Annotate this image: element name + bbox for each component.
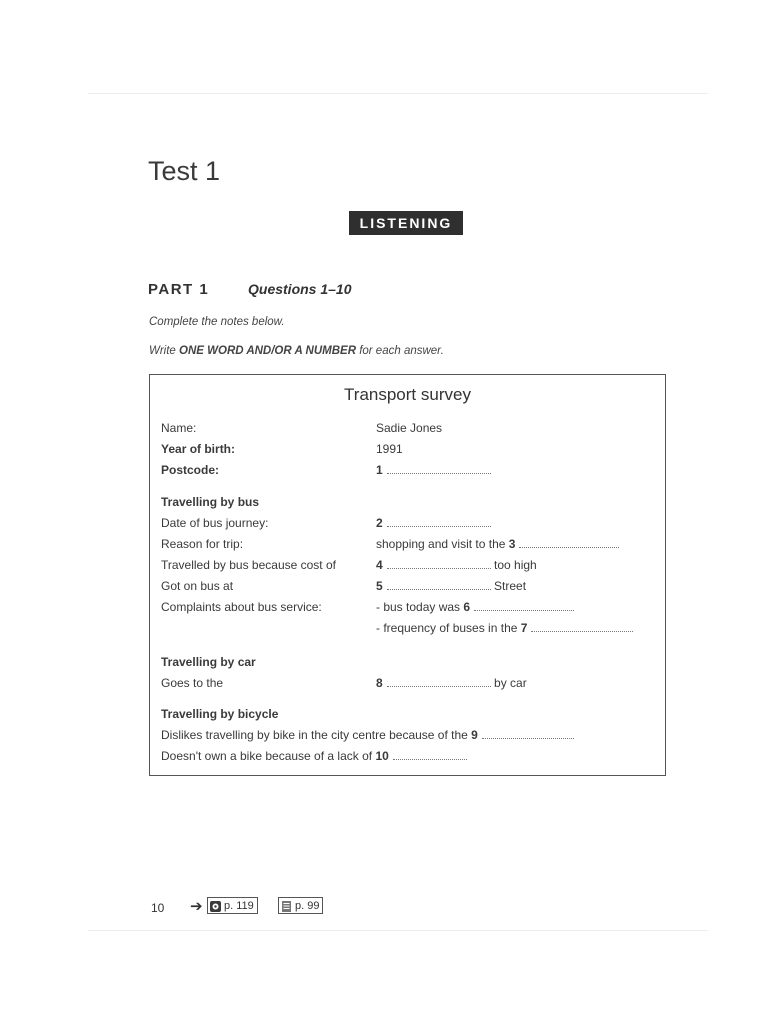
q1-answer (376, 463, 491, 477)
part-heading: PART 1 (148, 281, 210, 298)
q8-answer (376, 676, 527, 690)
instruction-write (149, 345, 444, 357)
year-label: Year of birth: (161, 442, 236, 456)
car-heading: Travelling by car (161, 655, 256, 669)
q5-number: 5 (376, 579, 383, 593)
q7-answer (376, 621, 633, 635)
q5-answer (376, 579, 526, 593)
q4-answer (376, 558, 537, 572)
q8-blank[interactable] (387, 676, 491, 687)
answer-reference-link[interactable] (278, 897, 323, 914)
audio-reference-label: p. 119 (224, 900, 254, 912)
reason-text: shopping and visit to the (376, 537, 506, 551)
bicycle-heading: Travelling by bicycle (161, 707, 279, 721)
page-number: 10 (151, 901, 165, 915)
bottom-rule (88, 930, 708, 931)
audio-disc-icon (210, 901, 221, 912)
car-suffix: by car (494, 676, 527, 690)
instruction-complete-notes: Complete the notes below. (149, 316, 285, 328)
instruction-write-prefix: Write (149, 345, 180, 357)
q2-answer (376, 516, 491, 530)
name-value: Sadie Jones (376, 421, 443, 435)
q3-answer (376, 537, 619, 551)
q6-answer (376, 600, 574, 614)
survey-title: Transport survey (344, 385, 471, 404)
q1-number: 1 (376, 463, 383, 477)
section-badge: LISTENING (349, 211, 463, 235)
part-questions: Questions 1–10 (248, 281, 352, 297)
test-title: Test 1 (148, 156, 221, 186)
q10-blank[interactable] (393, 749, 467, 760)
q2-number: 2 (376, 516, 383, 530)
q4-number: 4 (376, 558, 383, 572)
instruction-write-bold: ONE WORD AND/OR A NUMBER (179, 345, 356, 357)
postcode-label: Postcode: (161, 463, 220, 477)
date-label: Date of bus journey: (161, 516, 269, 530)
q9-answer (161, 728, 574, 742)
complaint-1-text: - bus today was (376, 600, 461, 614)
q9-blank[interactable] (482, 728, 574, 739)
complaints-label: Complaints about bus service: (161, 600, 322, 614)
goes-label: Goes to the (161, 676, 224, 690)
q2-blank[interactable] (387, 516, 491, 527)
document-icon (281, 901, 292, 912)
q6-blank[interactable] (474, 600, 574, 611)
q10-answer (161, 749, 467, 763)
answer-reference-label: p. 99 (295, 900, 320, 912)
cost-suffix: too high (494, 558, 537, 572)
survey-notes-box (149, 374, 666, 776)
q8-number: 8 (376, 676, 383, 690)
year-value: 1991 (376, 442, 403, 456)
complaint-2-text: - frequency of buses in the (376, 621, 518, 635)
q10-number: 10 (375, 749, 389, 763)
got-on-label: Got on bus at (161, 579, 234, 593)
name-label: Name: (161, 421, 197, 435)
reason-label: Reason for trip: (161, 537, 244, 551)
doesnt-own-text: Doesn't own a bike because of a lack of (161, 749, 373, 763)
q4-blank[interactable] (387, 558, 491, 569)
q5-blank[interactable] (387, 579, 491, 590)
q1-blank[interactable] (387, 463, 491, 474)
top-rule (88, 93, 708, 94)
q6-number: 6 (463, 600, 471, 614)
street-suffix: Street (494, 579, 527, 593)
bus-heading: Travelling by bus (161, 495, 260, 509)
q7-number: 7 (520, 621, 528, 635)
instruction-write-suffix: for each answer. (356, 345, 444, 357)
q9-number: 9 (471, 728, 478, 742)
q3-number: 3 (508, 537, 516, 551)
cost-label: Travelled by bus because cost of (161, 558, 336, 572)
q3-blank[interactable] (519, 537, 619, 548)
arrow-right-icon: ➔ (190, 898, 203, 915)
audio-reference-link[interactable] (207, 897, 258, 914)
dislikes-text: Dislikes travelling by bike in the city centre because of the (161, 728, 468, 742)
q7-blank[interactable] (531, 621, 633, 632)
